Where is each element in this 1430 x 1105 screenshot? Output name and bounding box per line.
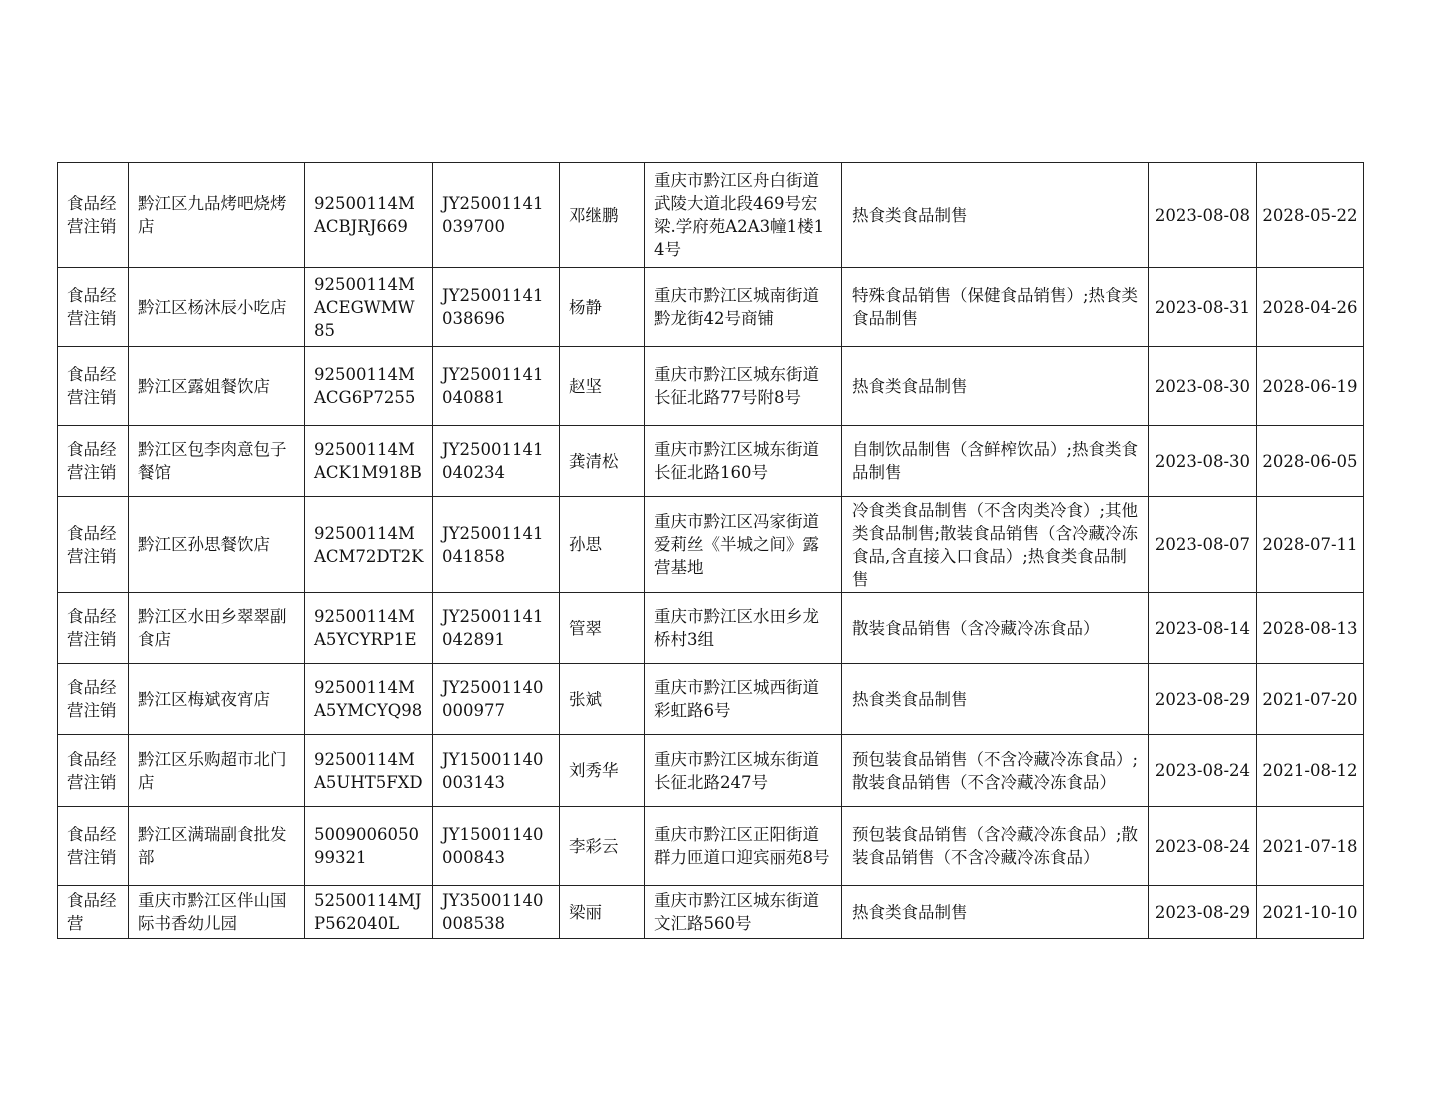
license-number-cell: JY15001140003143 [433,735,560,807]
scope-cell: 热食类食品制售 [842,347,1149,426]
cancel-date-cell: 2023-08-24 [1149,735,1257,807]
table-row [58,347,1364,426]
address-cell: 重庆市黔江区正阳街道群力匝道口迎宾丽苑8号 [645,807,842,886]
category-cell: 食品经营注销 [58,593,129,664]
address-cell: 重庆市黔江区城东街道文汇路560号 [645,886,842,939]
person-cell: 管翠 [560,593,645,664]
business-name-cell: 重庆市黔江区伴山国际书香幼儿园 [129,886,305,939]
scope-cell: 热食类食品制售 [842,886,1149,939]
valid-until-cell: 2028-06-19 [1257,347,1364,426]
credit-code-cell: 92500114MACK1M918B [305,426,433,497]
person-cell: 李彩云 [560,807,645,886]
business-name-cell: 黔江区满瑞副食批发部 [129,807,305,886]
table-row [58,664,1364,735]
category-cell: 食品经营注销 [58,163,129,268]
category-cell: 食品经营注销 [58,735,129,807]
cancel-date-cell: 2023-08-07 [1149,497,1257,593]
address-cell: 重庆市黔江区城东街道长征北路77号附8号 [645,347,842,426]
license-number-cell: JY25001141042891 [433,593,560,664]
address-cell: 重庆市黔江区舟白街道武陵大道北段469号宏梁.学府苑A2A3幢1楼14号 [645,163,842,268]
table-row [58,807,1364,886]
table-row [58,163,1364,268]
scope-cell: 散装食品销售（含冷藏冷冻食品） [842,593,1149,664]
person-cell: 赵坚 [560,347,645,426]
category-cell: 食品经营注销 [58,426,129,497]
scope-cell: 自制饮品制售（含鲜榨饮品）;热食类食品制售 [842,426,1149,497]
table-row [58,593,1364,664]
valid-until-cell: 2021-10-10 [1257,886,1364,939]
address-cell: 重庆市黔江区水田乡龙桥村3组 [645,593,842,664]
license-number-cell: JY25001141041858 [433,497,560,593]
cancel-date-cell: 2023-08-24 [1149,807,1257,886]
person-cell: 梁丽 [560,886,645,939]
person-cell: 张斌 [560,664,645,735]
scope-cell: 预包装食品销售（不含冷藏冷冻食品）;散装食品销售（不含冷藏冷冻食品） [842,735,1149,807]
scope-cell: 特殊食品销售（保健食品销售）;热食类食品制售 [842,268,1149,347]
address-cell: 重庆市黔江区城南街道黔龙街42号商铺 [645,268,842,347]
business-name-cell: 黔江区杨沐辰小吃店 [129,268,305,347]
table-row [58,886,1364,939]
business-name-cell: 黔江区包李肉意包子餐馆 [129,426,305,497]
person-cell: 杨静 [560,268,645,347]
valid-until-cell: 2028-08-13 [1257,593,1364,664]
credit-code-cell: 92500114MA5YMCYQ98 [305,664,433,735]
records-table [57,162,1364,939]
business-name-cell: 黔江区露姐餐饮店 [129,347,305,426]
table-row [58,426,1364,497]
credit-code-cell: 92500114MACM72DT2K [305,497,433,593]
address-cell: 重庆市黔江区城西街道彩虹路6号 [645,664,842,735]
cancel-date-cell: 2023-08-14 [1149,593,1257,664]
table-row [58,735,1364,807]
person-cell: 邓继鹏 [560,163,645,268]
category-cell: 食品经营注销 [58,664,129,735]
business-name-cell: 黔江区水田乡翠翠副食店 [129,593,305,664]
cancel-date-cell: 2023-08-31 [1149,268,1257,347]
credit-code-cell: 92500114MACG6P7255 [305,347,433,426]
scope-cell: 冷食类食品制售（不含肉类冷食）;其他类食品制售;散装食品销售（含冷藏冷冻食品,含直接入口食品）;热食类食品制售 [842,497,1149,593]
table-row [58,268,1364,347]
scope-cell: 热食类食品制售 [842,163,1149,268]
valid-until-cell: 2021-07-20 [1257,664,1364,735]
license-number-cell: JY25001141040881 [433,347,560,426]
valid-until-cell: 2021-07-18 [1257,807,1364,886]
address-cell: 重庆市黔江区冯家街道爱莉丝《半城之间》露营基地 [645,497,842,593]
credit-code-cell: 500900605099321 [305,807,433,886]
person-cell: 孙思 [560,497,645,593]
license-number-cell: JY35001140008538 [433,886,560,939]
cancel-date-cell: 2023-08-29 [1149,886,1257,939]
credit-code-cell: 92500114MA5UHT5FXD [305,735,433,807]
business-name-cell: 黔江区梅斌夜宵店 [129,664,305,735]
credit-code-cell: 92500114MA5YCYRP1E [305,593,433,664]
credit-code-cell: 92500114MACEGWMW85 [305,268,433,347]
scope-cell: 预包装食品销售（含冷藏冷冻食品）;散装食品销售（不含冷藏冷冻食品） [842,807,1149,886]
license-number-cell: JY25001141040234 [433,426,560,497]
credit-code-cell: 52500114MJP562040L [305,886,433,939]
valid-until-cell: 2028-07-11 [1257,497,1364,593]
credit-code-cell: 92500114MACBJRJ669 [305,163,433,268]
business-name-cell: 黔江区乐购超市北门店 [129,735,305,807]
category-cell: 食品经营注销 [58,347,129,426]
business-name-cell: 黔江区九品烤吧烧烤店 [129,163,305,268]
cancel-date-cell: 2023-08-30 [1149,347,1257,426]
person-cell: 龚清松 [560,426,645,497]
person-cell: 刘秀华 [560,735,645,807]
category-cell: 食品经营注销 [58,497,129,593]
valid-until-cell: 2021-08-12 [1257,735,1364,807]
address-cell: 重庆市黔江区城东街道长征北路160号 [645,426,842,497]
valid-until-cell: 2028-06-05 [1257,426,1364,497]
cancel-date-cell: 2023-08-30 [1149,426,1257,497]
cancel-date-cell: 2023-08-08 [1149,163,1257,268]
cancel-date-cell: 2023-08-29 [1149,664,1257,735]
license-number-cell: JY15001140000843 [433,807,560,886]
license-number-cell: JY25001141039700 [433,163,560,268]
valid-until-cell: 2028-05-22 [1257,163,1364,268]
category-cell: 食品经营注销 [58,268,129,347]
category-cell: 食品经营 [58,886,129,939]
category-cell: 食品经营注销 [58,807,129,886]
license-number-cell: JY25001141038696 [433,268,560,347]
address-cell: 重庆市黔江区城东街道长征北路247号 [645,735,842,807]
license-number-cell: JY25001140000977 [433,664,560,735]
table-row [58,497,1364,593]
business-name-cell: 黔江区孙思餐饮店 [129,497,305,593]
scope-cell: 热食类食品制售 [842,664,1149,735]
valid-until-cell: 2028-04-26 [1257,268,1364,347]
